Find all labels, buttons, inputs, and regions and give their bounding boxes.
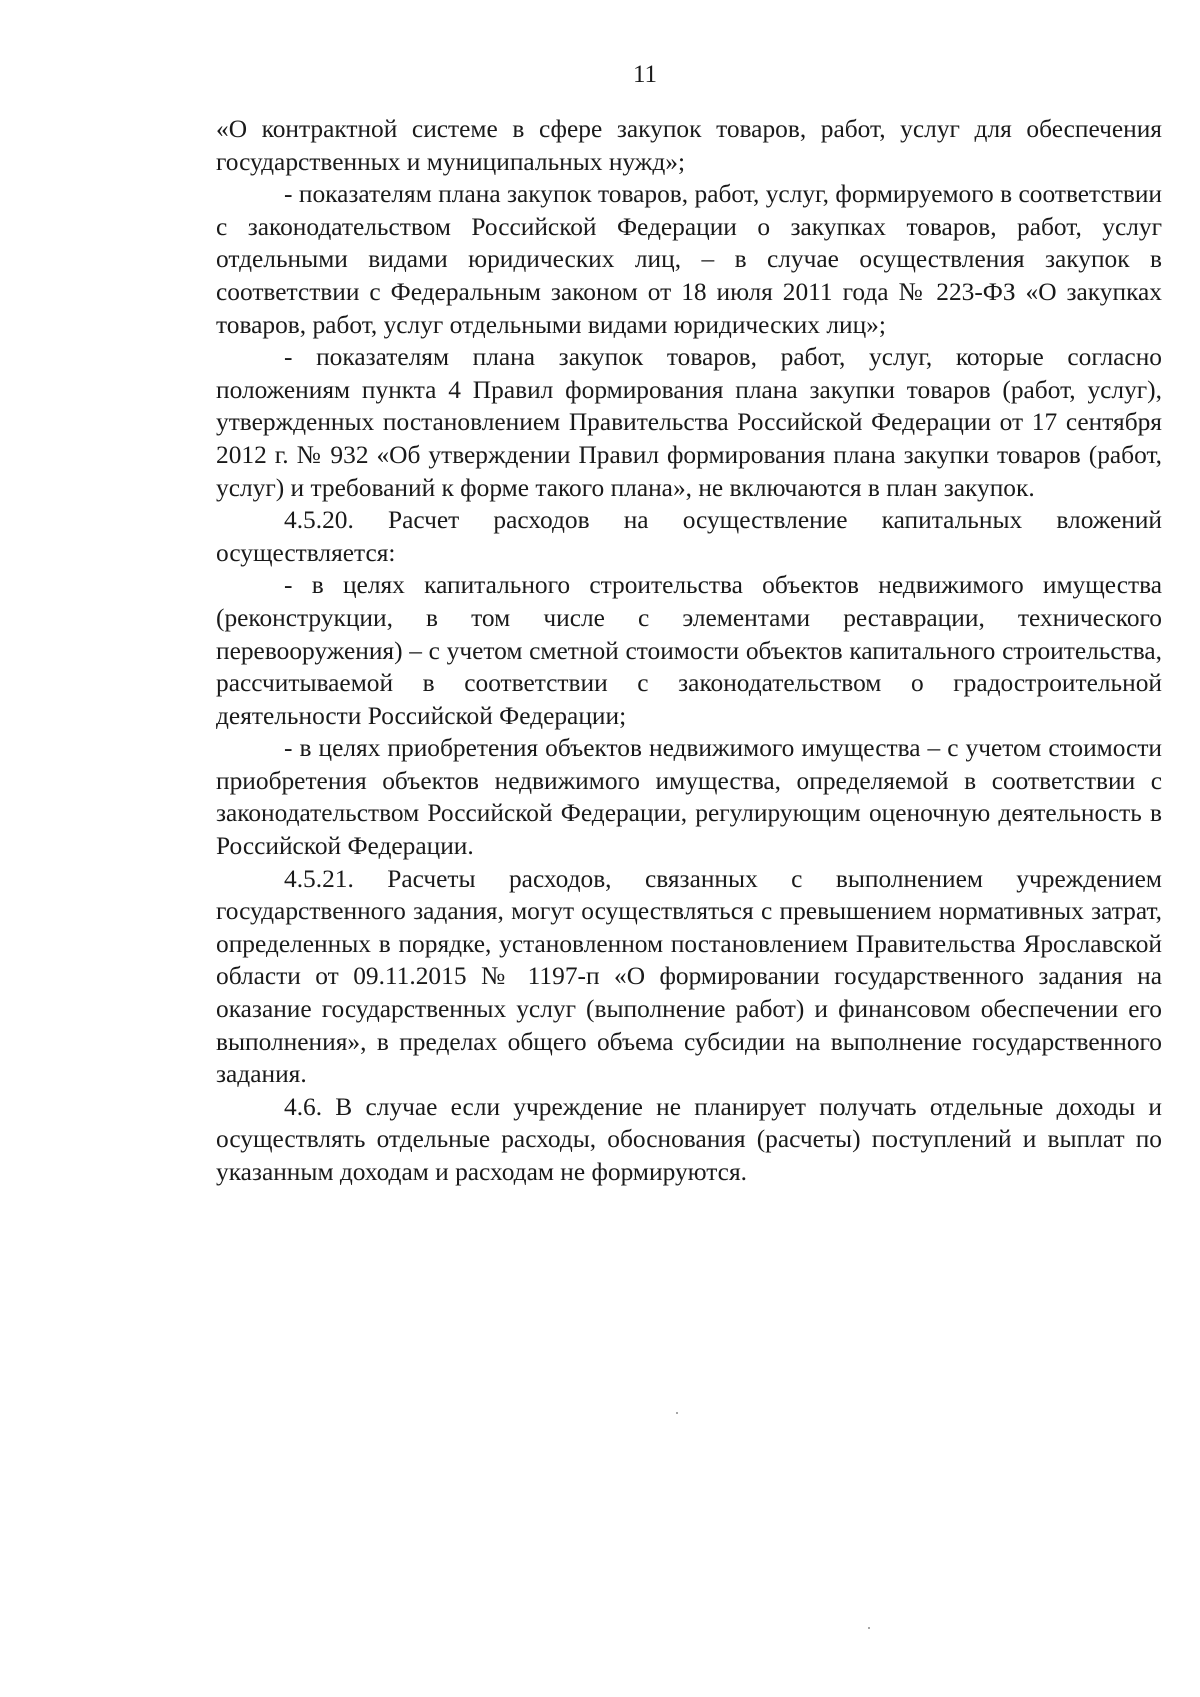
paragraph-4-6: 4.6. В случае если учреждение не планирует получать отдельные доходы и осуществлять отдельные расходы, обоснования (расчеты) поступлений и выплат по указанным доходам и расходам не формируются. — [216, 1092, 1162, 1186]
document-body — [216, 113, 1162, 1189]
paragraph-223fz-plan-indicators: - показателям плана закупок товаров, работ, услуг, формируемого в соответствии с законодательством Российской Федерации о закупках товаров, работ, услуг отдельными видами юридических лиц, – в случае осуществления закупок в соответствии с Федеральным законом от 18 июля 2011 года № 223-ФЗ «О закупках товаров, работ, услуг отдельными видами юридических лиц»; — [216, 180, 1162, 339]
paragraph-real-estate-acquisition: - в целях приобретения объектов недвижимого имущества – с учетом стоимости приобретения объектов недвижимого имущества, определяемой в соответствии с законодательством Российской Федерации, регулирующим оценочную деятельность в Российской Федерации. — [216, 734, 1162, 861]
page-number: 11 — [632, 61, 658, 88]
paragraph-4-5-20: 4.5.20. Расчет расходов на осуществление капитальных вложений осуществляется: — [216, 506, 1162, 567]
paragraph-capital-construction: - в целях капитального строительства объектов недвижимого имущества (реконструкции, в том числе с элементами реставрации, технического перевооружения) – с учетом сметной стоимости объектов капитального строительства, рассчитываемой в соответствии с законодательством о градостроительной деятельности Российской Федерации; — [216, 571, 1162, 730]
scan-speck — [868, 1627, 870, 1629]
paragraph-932-plan-indicators: - показателям плана закупок товаров, работ, услуг, которые согласно положениям пункта 4 Правил формирования плана закупки товаров (работ, услуг), утвержденных постановлением Правительства Российской Федерации от 17 сентября 2012 г. № 932 «Об утверждении Правил формирования плана закупки товаров (работ, услуг) и требований к форме такого плана», не включаются в план закупок. — [216, 343, 1162, 502]
paragraph-4-5-21: 4.5.21. Расчеты расходов, связанных с выполнением учреждением государственного задания, могут осуществляться с превышением нормативных затрат, определенных в порядке, установленном постановлением Правительства Ярославской области от 09.11.2015 № 1197-п «О формировании государственного задания на оказание государственных услуг (выполнение работ) и финансовом обеспечении его выполнения», в пределах общего объема субсидии на выполнение государственного задания. — [216, 864, 1162, 1089]
scan-speck — [676, 1412, 678, 1414]
paragraph-law-title-continuation: «О контрактной системе в сфере закупок товаров, работ, услуг для обеспечения государственных и муниципальных нужд»; — [216, 115, 1162, 176]
